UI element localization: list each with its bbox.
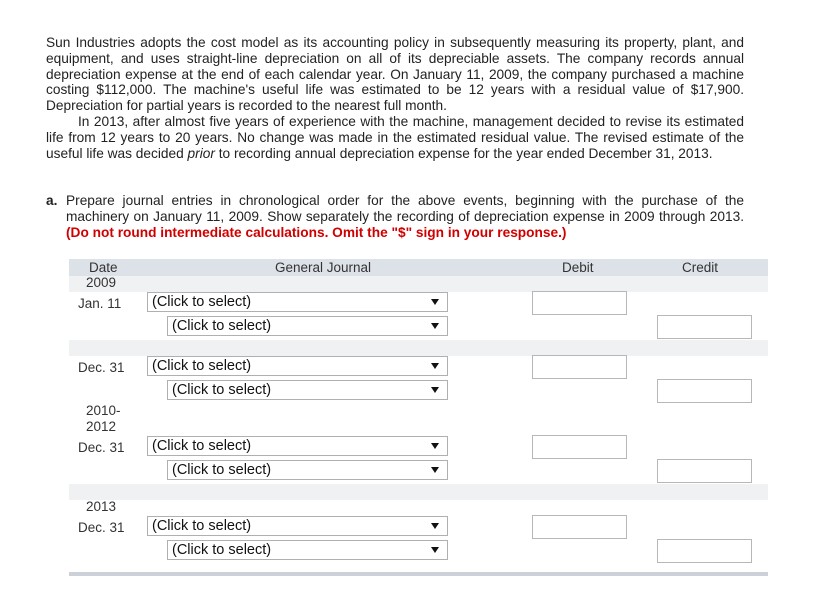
debit-header: Debit — [562, 260, 594, 275]
debit-account-select[interactable]: (Click to select) — [147, 516, 448, 536]
row-band — [69, 484, 768, 500]
task-body: Prepare journal entries in chronological order for the above events, beginning with the purchase of the machinery on January 11, 2009. Show separately the recording of depreciation expense in 2009 through 2013. (Do not round intermediate calculations. Omit the "$" sign in your response.) — [66, 193, 744, 240]
problem-text — [46, 35, 744, 161]
credit-account-select[interactable]: (Click to select) — [167, 460, 448, 480]
debit-account-select[interactable]: (Click to select) — [147, 436, 448, 456]
entry-date: Jan. 11 — [78, 296, 122, 311]
dropdown-arrow-icon — [431, 363, 439, 369]
row-band — [69, 340, 768, 356]
task-instructions — [46, 193, 744, 240]
entry-date: Dec. 31 — [78, 520, 125, 535]
entry-date: Dec. 31 — [78, 440, 125, 455]
credit-amount-input[interactable] — [657, 459, 752, 483]
dropdown-arrow-icon — [431, 523, 439, 529]
task-note: (Do not round intermediate calculations. Omit the "$" sign in your response.) — [66, 224, 567, 240]
task-letter: a. — [46, 193, 58, 208]
year-label: 2012 — [86, 419, 117, 434]
year-label: 2013 — [86, 499, 117, 514]
credit-amount-input[interactable] — [657, 379, 752, 403]
credit-account-select[interactable]: (Click to select) — [167, 540, 448, 560]
credit-header: Credit — [682, 260, 719, 275]
debit-account-select[interactable]: (Click to select) — [147, 292, 448, 312]
dropdown-arrow-icon — [431, 467, 439, 473]
credit-account-select[interactable]: (Click to select) — [167, 380, 448, 400]
debit-amount-input[interactable] — [532, 291, 627, 315]
journal-header — [69, 259, 768, 276]
debit-amount-input[interactable] — [532, 515, 627, 539]
table-bottom-border — [69, 572, 768, 576]
dropdown-arrow-icon — [431, 387, 439, 393]
debit-amount-input[interactable] — [532, 355, 627, 379]
dropdown-arrow-icon — [431, 547, 439, 553]
date-header: Date — [89, 260, 118, 275]
dropdown-arrow-icon — [431, 299, 439, 305]
credit-account-select[interactable]: (Click to select) — [167, 316, 448, 336]
general-journal-header: General Journal — [275, 260, 372, 275]
dropdown-arrow-icon — [431, 443, 439, 449]
year-label: 2010- — [86, 403, 121, 418]
row-band — [69, 276, 768, 292]
entry-date: Dec. 31 — [78, 360, 125, 375]
debit-amount-input[interactable] — [532, 435, 627, 459]
dropdown-arrow-icon — [431, 323, 439, 329]
problem-paragraph-2: In 2013, after almost five years of experience with the machine, management decided to revise its estimated life from 12 years to 20 years. No change was made in the estimated residual value. The revised estimate of the useful life was decided prior to recording annual depreciation expense for the year ended December 31, 2013. — [46, 113, 744, 161]
credit-amount-input[interactable] — [657, 315, 752, 339]
year-label: 2009 — [86, 275, 117, 290]
debit-account-select[interactable]: (Click to select) — [147, 356, 448, 376]
credit-amount-input[interactable] — [657, 539, 752, 563]
problem-paragraph-1: Sun Industries adopts the cost model as its accounting policy in subsequently measuring its property, plant, and equipment, and uses straight-line depreciation on all of its depreciable assets. The company records annual depreciation expense at the end of each calendar year. On January 11, 2009, the company purchased a machine costing $112,000. The machine's useful life was estimated to be 12 years with a residual value of $17,900. Depreciation for partial years is recorded to the nearest full month. — [46, 35, 744, 114]
